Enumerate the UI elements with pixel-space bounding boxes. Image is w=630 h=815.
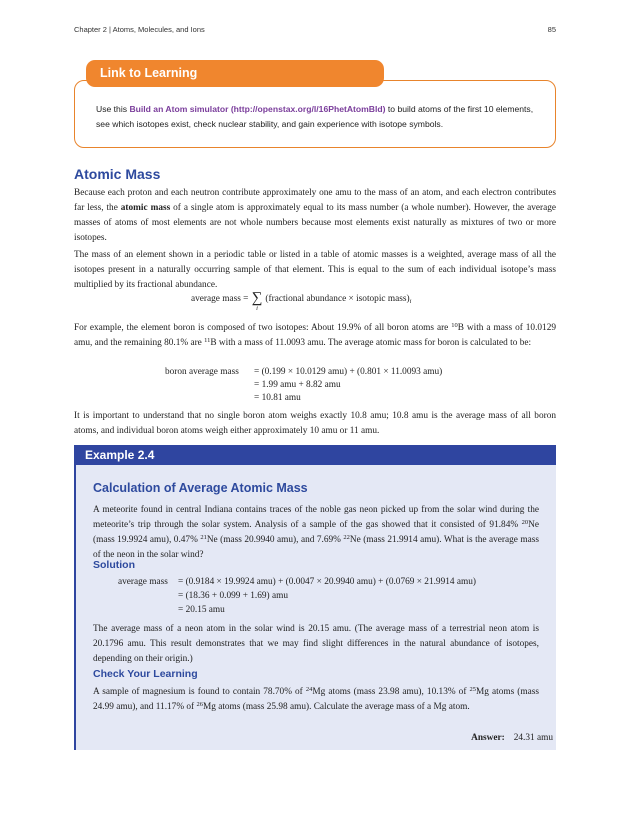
key-term-atomic-mass: atomic mass bbox=[120, 203, 171, 213]
boron-calc-line-3: = 10.81 amu bbox=[254, 393, 301, 403]
section-heading-atomic-mass: Atomic Mass bbox=[74, 166, 161, 182]
link-to-learning-title: Link to Learning bbox=[86, 60, 384, 87]
average-mass-formula: average mass = ∑ i(fractional abundance × isotopic $mass)_i$ bbox=[191, 290, 412, 312]
solution-line-1: = (0.9184 × 19.9924 amu) + (0.0047 × 20.9940 amu) + (0.0769 × 21.9914 amu) bbox=[178, 577, 476, 587]
boron-calc-label: boron average mass bbox=[165, 367, 239, 377]
running-header bbox=[74, 25, 556, 34]
solution-label: average mass bbox=[118, 577, 168, 587]
solution-line-2: = (18.36 + 0.099 + 1.69) amu bbox=[178, 591, 288, 601]
chapter-title: Chapter 2 | Atoms, Molecules, and Ions bbox=[74, 25, 205, 34]
boron-calc-line-1: = (0.199 × 10.0129 amu) + (0.801 × 11.0093 amu) bbox=[254, 367, 443, 377]
answer bbox=[471, 733, 553, 743]
paragraph-boron-example: For example, the element boron is composed of two isotopes: About 19.9% of all boron atoms are $^{10}$B with a mass of 10.0129 amu, and the remaining 80.1% are $^{11}$B with a mass of 11.0093 amu. The average atomic mass for boron is calculated to be: bbox=[74, 322, 556, 348]
answer-label: Answer: bbox=[471, 733, 505, 743]
sum-symbol: ∑ bbox=[251, 290, 263, 306]
example-label: Example 2.4 bbox=[74, 445, 556, 465]
answer-value: 24.31 amu bbox=[513, 733, 553, 743]
example-title: Calculation of Average Atomic Mass bbox=[93, 481, 308, 495]
paragraph-boron-note: It is important to understand that no single boron atom weighs exactly 10.8 amu; 10.8 amu is the average mass of all boron atoms, and individual boron atoms weigh either approximately 10 amu or 11 amu. bbox=[74, 411, 556, 436]
paragraph-atomic-mass-intro: Because each proton and each neutron contribute approximately one amu to the mass of an atom, and each electron contributes far less, the atomic mass of a single atom is approximately equal to its mass number (a whole number). However, the average masses of atoms of most elements are not whole numbers because most elements exist naturally as mixtures of two or more isotopes. bbox=[74, 188, 556, 243]
boron-calc-line-2: = 1.99 amu + 8.82 amu bbox=[254, 380, 341, 390]
paragraph-weighted-average: The mass of an element shown in a periodic table or listed in a table of atomic masses is a weighted, average mass of all the isotopes present in a naturally occurring sample of that element. This is equal to the sum of each individual isotope’s mass multiplied by its fractional abundance. bbox=[74, 250, 556, 290]
atom-simulator-link[interactable]: Build an Atom simulator (http://openstax.org/l/16PhetAtomBld) bbox=[129, 104, 386, 114]
solution-heading: Solution bbox=[93, 559, 135, 571]
check-your-learning-problem: A sample of magnesium is found to contain 78.70% of $^{24}$Mg atoms (mass 23.98 amu), 10.13% of $^{25}$Mg atoms (mass 24.99 amu), and 11.17% of $^{26}$Mg atoms (mass 25.98 amu). Calculate the average mass of a Mg atom. bbox=[93, 686, 539, 712]
page-number: 85 bbox=[547, 25, 556, 34]
example-conclusion: The average mass of a neon atom in the solar wind is 20.15 amu. (The average mass of a terrestrial neon atom is 20.1796 amu. This result demonstrates that we may find slight differences in the natural abundance of isotopes, depending on their origin.) bbox=[93, 624, 539, 664]
check-your-learning-heading: Check Your Learning bbox=[93, 668, 198, 680]
solution-line-3: = 20.15 amu bbox=[178, 605, 225, 615]
example-problem: A meteorite found in central Indiana contains traces of the noble gas neon picked up from the solar wind during the meteorite’s trip through the solar system. Analysis of a sample of the gas showed that it consisted of 91.84% $^{20}$Ne (mass 19.9924 amu), 0.47% $^{21}$Ne (mass 20.9940 amu), and 7.69% $^{22}$Ne (mass 21.9914 amu). What is the average mass of the neon in the solar wind? bbox=[93, 505, 539, 560]
link-to-learning-text: Use this Build an Atom simulator (http://openstax.org/l/16PhetAtomBld) to build atoms of the first 10 elements, see which isotopes exist, check nuclear stability, and gain experience with isotope symbols. bbox=[96, 104, 534, 129]
